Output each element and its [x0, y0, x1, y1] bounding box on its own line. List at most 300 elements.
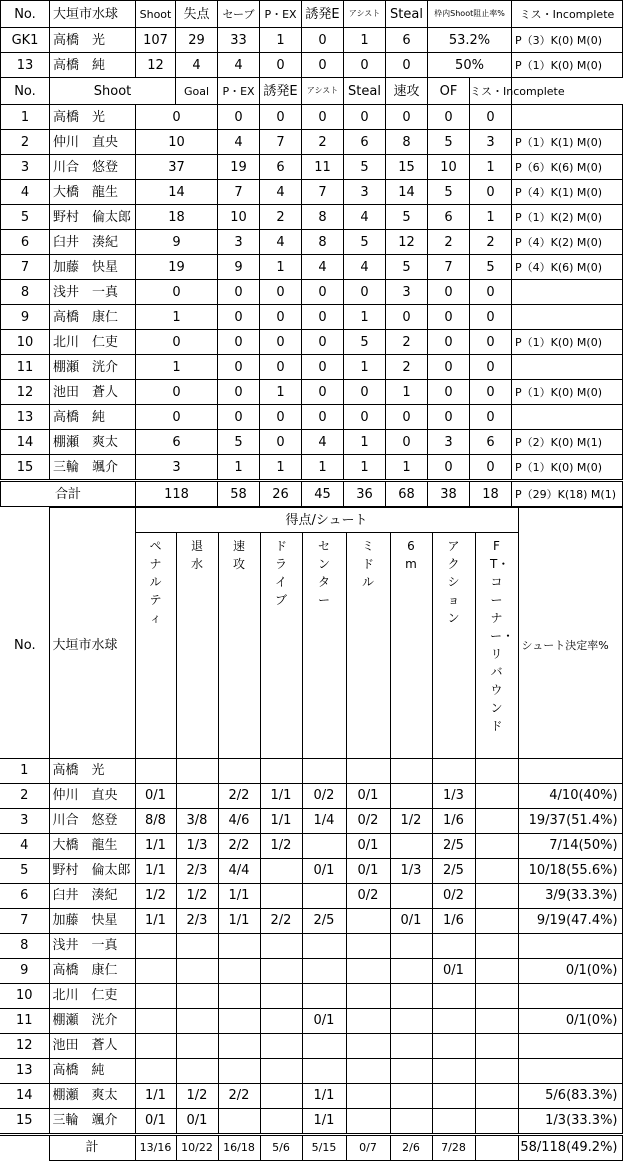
player-shoot: 37: [136, 155, 218, 180]
player-of: 1: [470, 155, 512, 180]
score-drive: 1/1: [260, 783, 302, 808]
scoring-row: [0, 833, 622, 858]
player-of: 0: [470, 330, 512, 355]
score-fast-break: [218, 1108, 260, 1134]
scoring-title-row: [0, 508, 622, 533]
player-row: [1, 280, 623, 305]
player-name: 高橋 純: [49, 1058, 135, 1083]
player-induced: 0: [302, 330, 344, 355]
player-no: 3: [1, 155, 50, 180]
score-drive: [260, 1058, 302, 1083]
player-pex: 1: [260, 380, 302, 405]
player-shoot: 6: [136, 430, 218, 455]
score-six-meter: [390, 983, 432, 1008]
score-fast-break: 4/6: [218, 808, 260, 833]
score-ft-corner-rebound: [475, 1008, 518, 1033]
player-induced: 0: [302, 355, 344, 380]
score-penalty: [135, 1033, 176, 1058]
player-no: 11: [0, 1008, 49, 1033]
score-action: 2/5: [432, 833, 475, 858]
player-miss: P（4）K(2) M(0): [512, 230, 623, 255]
player-induced: 1: [302, 455, 344, 481]
header-action-label: アクション: [447, 539, 460, 625]
player-no: 12: [1, 380, 50, 405]
score-penalty: [135, 1008, 176, 1033]
score-penalty: 1/1: [135, 1083, 176, 1108]
score-ft-corner-rebound: [475, 958, 518, 983]
score-ft-corner-rebound: [475, 1083, 518, 1108]
header-center-label: センター: [317, 539, 330, 607]
header-shoot: Shoot: [136, 1, 176, 28]
player-assist: 1: [344, 430, 386, 455]
score-drive: 2/2: [260, 908, 302, 933]
player-row: [1, 255, 623, 280]
player-row: [1, 205, 623, 230]
player-row: [1, 155, 623, 180]
player-induced: 11: [302, 155, 344, 180]
player-assist: 1: [344, 305, 386, 330]
score-action: [432, 933, 475, 958]
total-goal: 58: [218, 481, 260, 507]
player-steal: 5: [386, 255, 428, 280]
gk-shoot: 107: [136, 28, 176, 53]
player-miss: [512, 355, 623, 380]
total-shot-rate: 58/118(49.2%): [518, 1134, 622, 1160]
total-fast-break: 38: [428, 481, 470, 507]
score-exclusion: [176, 1033, 218, 1058]
score-exclusion: 2/3: [176, 858, 218, 883]
header-team: 大垣市水球: [50, 1, 136, 28]
player-miss: P（4）K(1) M(0): [512, 180, 623, 205]
score-fast-break: 1/1: [218, 883, 260, 908]
score-drive: [260, 1083, 302, 1108]
score-drive: [260, 883, 302, 908]
score-exclusion: 0/1: [176, 1108, 218, 1134]
scoring-row: [0, 808, 622, 833]
score-ft-corner-rebound: [475, 808, 518, 833]
header-no: No.: [1, 78, 50, 105]
score-six-meter: 0/1: [390, 908, 432, 933]
score-fast-break: [218, 983, 260, 1008]
score-penalty: [135, 958, 176, 983]
score-six-meter: [390, 833, 432, 858]
player-name: 棚瀬 爽太: [49, 1083, 135, 1108]
player-of: 0: [470, 280, 512, 305]
player-pex: 0: [260, 330, 302, 355]
score-six-meter: [390, 1058, 432, 1083]
player-goal: 10: [218, 205, 260, 230]
score-middle: 0/1: [346, 833, 390, 858]
score-fast-break: 1/1: [218, 908, 260, 933]
score-exclusion: 1/2: [176, 883, 218, 908]
player-goal: 3: [218, 230, 260, 255]
score-ft-corner-rebound: [475, 1058, 518, 1083]
player-pex: 4: [260, 230, 302, 255]
score-penalty: 1/1: [135, 833, 176, 858]
player-no: 15: [0, 1108, 49, 1134]
gk-steal: 0: [386, 53, 428, 78]
scoring-row: [0, 908, 622, 933]
player-miss: P（1）K(0) M(0): [512, 380, 623, 405]
score-action: [432, 1008, 475, 1033]
score-middle: [346, 1033, 390, 1058]
gk-steal: 6: [386, 28, 428, 53]
header-goal: Goal: [176, 78, 218, 105]
total-center: 5/15: [302, 1134, 346, 1160]
player-pex: 0: [260, 305, 302, 330]
player-of: 0: [470, 380, 512, 405]
player-steal: 8: [386, 130, 428, 155]
player-shot-rate: [518, 1033, 622, 1058]
score-ft-corner-rebound: [475, 1033, 518, 1058]
gk-save: 33: [218, 28, 260, 53]
score-center: 1/1: [302, 1108, 346, 1134]
player-steal: 0: [386, 305, 428, 330]
score-fast-break: 2/2: [218, 783, 260, 808]
total-shoot: 118: [136, 481, 218, 507]
player-no: 2: [1, 130, 50, 155]
total-exclusion: 10/22: [176, 1134, 218, 1160]
score-penalty: [135, 758, 176, 783]
player-no: 8: [0, 933, 49, 958]
scoring-row: [0, 758, 622, 783]
player-goal: 19: [218, 155, 260, 180]
player-no: 10: [1, 330, 50, 355]
score-center: [302, 958, 346, 983]
player-row: [1, 130, 623, 155]
player-row: [1, 105, 623, 130]
header-shoot: Shoot: [50, 78, 176, 105]
header-fast-break: 速攻: [386, 78, 428, 105]
player-of: 0: [470, 355, 512, 380]
player-shot-rate: 0/1(0%): [518, 958, 622, 983]
player-miss: P（6）K(6) M(0): [512, 155, 623, 180]
scoring-row: [0, 783, 622, 808]
player-fast-break: 3: [428, 430, 470, 455]
player-no: 5: [0, 858, 49, 883]
player-row: [1, 180, 623, 205]
header-center: [302, 533, 346, 759]
player-shoot: 1: [136, 355, 218, 380]
gk-save: 4: [218, 53, 260, 78]
goalkeeper-row: [1, 53, 623, 78]
header-induced: 誘発E: [260, 78, 302, 105]
player-steal: 0: [386, 430, 428, 455]
header-action: [432, 533, 475, 759]
total-of: 18: [470, 481, 512, 507]
player-of: 0: [470, 405, 512, 430]
player-assist: 1: [344, 455, 386, 481]
player-shoot: 18: [136, 205, 218, 230]
score-middle: 0/2: [346, 883, 390, 908]
total-induced: 45: [302, 481, 344, 507]
header-no: No.: [0, 533, 49, 759]
player-goal: 9: [218, 255, 260, 280]
player-shoot: 10: [136, 130, 218, 155]
player-name: 池田 蒼人: [50, 380, 136, 405]
gk-assist: 0: [344, 53, 386, 78]
header-fast-break-label: 速攻: [232, 539, 245, 571]
player-induced: 8: [302, 205, 344, 230]
player-fast-break: 5: [428, 130, 470, 155]
score-six-meter: 1/2: [390, 808, 432, 833]
total-miss: P（29）K(18) M(1): [512, 481, 623, 507]
player-assist: 1: [344, 355, 386, 380]
header-middle-label: ミドル: [361, 539, 374, 589]
player-name: 川合 悠登: [50, 155, 136, 180]
player-of: 0: [470, 105, 512, 130]
player-shoot: 0: [136, 330, 218, 355]
score-center: [302, 883, 346, 908]
player-fast-break: 7: [428, 255, 470, 280]
player-fast-break: 5: [428, 180, 470, 205]
player-shoot: 19: [136, 255, 218, 280]
player-name: 野村 倫太郎: [50, 205, 136, 230]
player-no: 13: [1, 405, 50, 430]
player-assist: 0: [344, 380, 386, 405]
player-name: 棚瀬 爽太: [50, 430, 136, 455]
total-assist: 36: [344, 481, 386, 507]
header-six-meter: [390, 533, 432, 759]
player-row: [1, 330, 623, 355]
player-no: 4: [0, 833, 49, 858]
header-six-meter-label: 6m: [405, 539, 417, 571]
score-fast-break: [218, 1058, 260, 1083]
player-miss: P（4）K(6) M(0): [512, 255, 623, 280]
player-induced: 0: [302, 305, 344, 330]
gk-pex: 1: [260, 28, 302, 53]
score-six-meter: [390, 758, 432, 783]
score-drive: [260, 1008, 302, 1033]
player-no: 4: [1, 180, 50, 205]
player-fast-break: 0: [428, 455, 470, 481]
player-miss: P（1）K(0) M(0): [512, 455, 623, 481]
total-label: 計: [49, 1134, 135, 1160]
player-name: 大橋 龍生: [50, 180, 136, 205]
total-row: [1, 481, 623, 507]
score-center: 0/1: [302, 1008, 346, 1033]
gk-no: 13: [1, 53, 50, 78]
score-action: [432, 983, 475, 1008]
score-middle: 0/1: [346, 783, 390, 808]
player-assist: 5: [344, 155, 386, 180]
score-exclusion: 1/3: [176, 833, 218, 858]
player-miss: P（1）K(2) M(0): [512, 205, 623, 230]
total-middle: 0/7: [346, 1134, 390, 1160]
score-ft-corner-rebound: [475, 858, 518, 883]
player-no: 7: [0, 908, 49, 933]
player-name: 池田 蒼人: [49, 1033, 135, 1058]
score-ft-corner-rebound: [475, 933, 518, 958]
player-goal: 0: [218, 330, 260, 355]
header-save: セーブ: [218, 1, 260, 28]
score-six-meter: [390, 783, 432, 808]
player-name: 加藤 快星: [50, 255, 136, 280]
player-shot-rate: 7/14(50%): [518, 833, 622, 858]
score-ft-corner-rebound: [475, 908, 518, 933]
score-exclusion: 2/3: [176, 908, 218, 933]
header-induced: 誘発E: [302, 1, 344, 28]
player-assist: 0: [344, 105, 386, 130]
score-ft-corner-rebound: [475, 833, 518, 858]
score-penalty: [135, 933, 176, 958]
score-exclusion: [176, 758, 218, 783]
player-pex: 0: [260, 355, 302, 380]
player-name: 高橋 光: [49, 758, 135, 783]
score-drive: 1/1: [260, 808, 302, 833]
score-middle: [346, 933, 390, 958]
player-induced: 0: [302, 105, 344, 130]
player-of: 2: [470, 230, 512, 255]
score-center: [302, 933, 346, 958]
header-no: No.: [1, 1, 50, 28]
score-center: 0/2: [302, 783, 346, 808]
player-row: [1, 430, 623, 455]
score-middle: [346, 1058, 390, 1083]
score-penalty: 1/1: [135, 908, 176, 933]
gk-miss: P（1）K(0) M(0): [512, 53, 623, 78]
player-miss: [512, 405, 623, 430]
total-label: 合計: [1, 481, 136, 507]
player-shot-rate: 0/1(0%): [518, 1008, 622, 1033]
score-middle: [346, 983, 390, 1008]
player-no: 14: [1, 430, 50, 455]
header-ft-corner-rebound-label: FT・コーナー・リバウンド: [490, 539, 515, 733]
header-drive: [260, 533, 302, 759]
player-no: 11: [1, 355, 50, 380]
score-exclusion: [176, 933, 218, 958]
score-fast-break: [218, 758, 260, 783]
score-six-meter: [390, 1008, 432, 1033]
header-penalty: [135, 533, 176, 759]
total-ft-corner-rebound: [475, 1134, 518, 1160]
gk-miss: P（3）K(0) M(0): [512, 28, 623, 53]
player-name: 臼井 湊紀: [50, 230, 136, 255]
score-ft-corner-rebound: [475, 783, 518, 808]
header-lost: 失点: [176, 1, 218, 28]
player-miss: P（1）K(0) M(0): [512, 330, 623, 355]
score-six-meter: [390, 1108, 432, 1134]
player-name: 仲川 直央: [49, 783, 135, 808]
player-row: [1, 455, 623, 481]
score-action: [432, 1083, 475, 1108]
player-miss: [512, 105, 623, 130]
player-pex: 1: [260, 455, 302, 481]
gk-pex: 0: [260, 53, 302, 78]
header-steal: Steal: [386, 1, 428, 28]
total-fast-break: 16/18: [218, 1134, 260, 1160]
player-name: 仲川 直央: [50, 130, 136, 155]
score-action: 0/1: [432, 958, 475, 983]
score-action: [432, 1058, 475, 1083]
player-pex: 4: [260, 180, 302, 205]
player-fast-break: 6: [428, 205, 470, 230]
score-drive: [260, 933, 302, 958]
player-assist: 4: [344, 205, 386, 230]
player-name: 棚瀬 洸介: [49, 1008, 135, 1033]
player-no: 14: [0, 1083, 49, 1108]
header-assist: アシスト: [344, 1, 386, 28]
player-fast-break: 10: [428, 155, 470, 180]
header-penalty-label: ペナルティ: [149, 539, 162, 625]
goalkeeper-row: [1, 28, 623, 53]
player-of: 5: [470, 255, 512, 280]
player-assist: 0: [344, 405, 386, 430]
score-penalty: 0/1: [135, 783, 176, 808]
score-exclusion: 1/2: [176, 1083, 218, 1108]
score-fast-break: 2/2: [218, 833, 260, 858]
player-no: 1: [0, 758, 49, 783]
player-name: 北川 仁吏: [49, 983, 135, 1008]
player-shoot: 14: [136, 180, 218, 205]
player-name: 棚瀬 洸介: [50, 355, 136, 380]
player-no: 9: [0, 958, 49, 983]
header-middle: [346, 533, 390, 759]
header-pex: P・EX: [218, 78, 260, 105]
total-penalty: 13/16: [135, 1134, 176, 1160]
score-exclusion: 3/8: [176, 808, 218, 833]
player-row: [1, 230, 623, 255]
score-drive: [260, 983, 302, 1008]
score-drive: [260, 1108, 302, 1134]
header-ft-corner-rebound: [475, 533, 518, 759]
player-name: 三輪 颯介: [49, 1108, 135, 1134]
score-action: 0/2: [432, 883, 475, 908]
player-no: 3: [0, 808, 49, 833]
player-pex: 7: [260, 130, 302, 155]
score-drive: [260, 1033, 302, 1058]
header-steal: Steal: [344, 78, 386, 105]
player-shoot: 9: [136, 230, 218, 255]
score-six-meter: [390, 883, 432, 908]
player-name: 高橋 康仁: [50, 305, 136, 330]
header-assist: アシスト: [302, 78, 344, 105]
header-team: 大垣市水球: [49, 533, 135, 759]
player-no: 8: [1, 280, 50, 305]
player-pex: 6: [260, 155, 302, 180]
score-middle: 0/1: [346, 858, 390, 883]
gk-no: GK1: [1, 28, 50, 53]
gk-shoot: 12: [136, 53, 176, 78]
goalkeeper-header-row: [1, 1, 623, 28]
score-center: [302, 1058, 346, 1083]
score-center: [302, 983, 346, 1008]
score-penalty: [135, 1058, 176, 1083]
player-assist: 0: [344, 280, 386, 305]
gk-name: 高橋 純: [50, 53, 136, 78]
player-goal: 0: [218, 280, 260, 305]
scoring-header-row: [0, 533, 622, 759]
player-name: 高橋 純: [50, 405, 136, 430]
total-pex: 26: [260, 481, 302, 507]
score-middle: 0/2: [346, 808, 390, 833]
score-center: [302, 1033, 346, 1058]
gk-induced: 0: [302, 53, 344, 78]
score-fast-break: [218, 1033, 260, 1058]
header-block-rate: 枠内Shoot阻止率%: [428, 1, 512, 28]
player-fast-break: 0: [428, 380, 470, 405]
score-ft-corner-rebound: [475, 883, 518, 908]
player-name: 大橋 龍生: [49, 833, 135, 858]
scoring-row: [0, 933, 622, 958]
player-induced: 2: [302, 130, 344, 155]
score-center: 2/5: [302, 908, 346, 933]
gk-name: 高橋 光: [50, 28, 136, 53]
score-action: 1/6: [432, 908, 475, 933]
player-induced: 4: [302, 430, 344, 455]
header-shot-rate: シュート決定率%: [518, 533, 622, 759]
blank-cell: [49, 508, 135, 533]
